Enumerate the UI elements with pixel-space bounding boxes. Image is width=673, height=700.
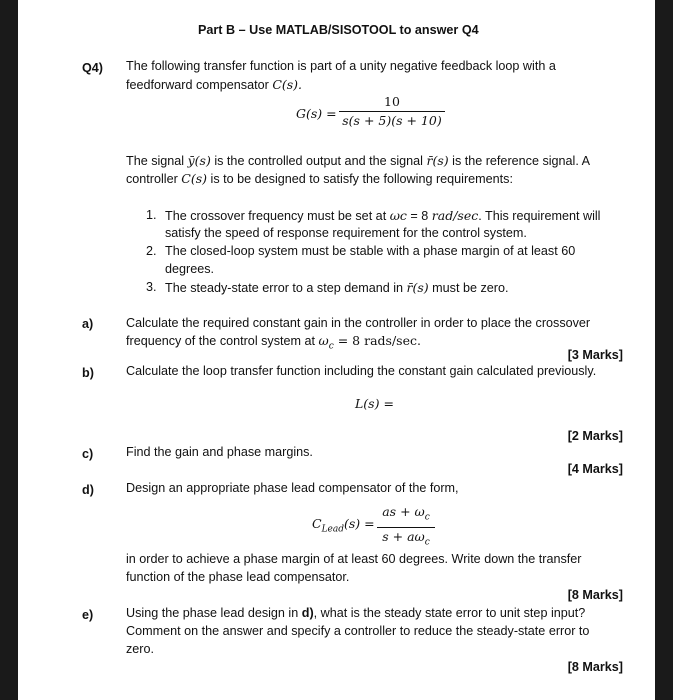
c-lead-denominator: [377, 529, 435, 551]
part-e-line-1: [126, 605, 585, 622]
part-d-marks: [8 Marks]: [567, 588, 623, 602]
signal-y-math: ȳ(s): [187, 153, 211, 168]
part-d-line-3: function of the phase lead compensator.: [126, 570, 350, 584]
c-lead-symbol: C: [312, 516, 322, 531]
part-c-line-1: Find the gain and phase margins.: [126, 445, 313, 459]
fraction-bar: [377, 527, 435, 528]
part-e-label: e): [82, 608, 94, 622]
part-a-line-2: [126, 332, 421, 356]
requirement-1-line-2: satisfy the speed of response requirement for the control system.: [165, 226, 527, 240]
requirement-1-text-c: . This requirement will: [478, 209, 601, 223]
requirement-1-math: ωc: [389, 208, 407, 223]
signal-r-math: r̄(s): [426, 153, 449, 168]
g-formula-fraction: [339, 94, 445, 129]
part-a-marks: [3 Marks]: [567, 348, 623, 362]
requirement-1-text-b: = 8: [406, 209, 432, 223]
signal-line-1-c: is the reference signal. A: [448, 154, 591, 168]
intro-line-2-text: feedforward compensator: [126, 78, 273, 92]
part-e-line-1-b: , what is the steady state error to unit step input?: [313, 606, 586, 620]
fraction-bar: [339, 111, 445, 112]
part-c-label: c): [82, 447, 94, 461]
c-lead-denominator-text: s + aω: [382, 528, 425, 544]
part-d-line-2: in order to achieve a phase margin of at least 60 degrees. Write down the transfer: [126, 552, 582, 566]
c-lead-numerator: [377, 504, 435, 526]
part-d-label: d): [82, 483, 94, 497]
signal-line-2-math: C(s): [181, 171, 208, 186]
intro-line-2-math: C(s).: [272, 77, 303, 92]
g-formula-numerator: 10: [384, 94, 400, 109]
intro-line-1: The following transfer function is part of a unity negative feedback loop with a: [126, 59, 556, 73]
requirement-1-number: 1.: [146, 208, 157, 222]
signal-line-2-b: is to be designed to satisfy the following requirements:: [207, 172, 513, 186]
part-a-line-1: Calculate the required constant gain in the controller in order to place the crossover: [126, 316, 591, 330]
intro-line-2: [126, 76, 302, 94]
part-b-formula: L(s) =: [355, 396, 394, 411]
requirement-3-text-a: The steady-state error to a step demand in: [165, 281, 407, 295]
requirement-3-math: r̄(s): [406, 280, 429, 295]
requirement-1-line-1: [165, 207, 600, 225]
requirement-3-number: 3.: [146, 280, 157, 294]
part-b-line-1: Calculate the loop transfer function including the constant gain calculated previously.: [126, 364, 597, 378]
part-d-line-1: Design an appropriate phase lead compensator of the form,: [126, 481, 459, 495]
c-lead-lhs: [312, 516, 375, 535]
part-a-label: a): [82, 317, 94, 331]
part-a-omega: ω: [318, 333, 329, 348]
part-b-label: b): [82, 366, 94, 380]
part-a-omega-sub: c: [328, 341, 334, 352]
part-e-line-3: zero.: [126, 642, 154, 656]
page-title: Part B – Use MATLAB/SISOTOOL to answer Q4: [198, 23, 479, 37]
signal-line-1-a: The signal: [126, 154, 188, 168]
requirement-1-text-a: The crossover frequency must be set at: [165, 209, 390, 223]
question-number: Q4): [82, 61, 103, 75]
c-lead-tail: (s) =: [344, 516, 375, 531]
requirement-1-unit: rad/sec: [431, 208, 479, 223]
requirement-2-line-2: degrees.: [165, 262, 215, 276]
document-page: [18, 0, 655, 700]
part-a-line-2-value: = 8 rads/sec.: [333, 333, 421, 348]
part-e-line-2: Comment on the answer and specify a controller to reduce the steady-state error to: [126, 624, 590, 638]
signal-line-1-b: is the controlled output and the signal: [210, 154, 427, 168]
part-a-line-2-text: frequency of the control system at: [126, 334, 319, 348]
part-e-line-1-a: Using the phase lead design in: [126, 606, 302, 620]
signal-line-2: [126, 170, 513, 188]
c-lead-fraction: [377, 504, 435, 550]
g-formula-denominator: s(s + 5)(s + 10): [342, 113, 442, 128]
requirement-2-number: 2.: [146, 244, 157, 258]
part-e-line-1-bold: d): [301, 606, 314, 620]
part-c-marks: [4 Marks]: [567, 462, 623, 476]
c-lead-denominator-sub: c: [424, 537, 430, 547]
requirement-3-text-b: must be zero.: [428, 281, 509, 295]
part-b-marks: [2 Marks]: [567, 429, 623, 443]
part-e-marks: [8 Marks]: [567, 660, 623, 674]
signal-line-1: [126, 152, 590, 170]
c-lead-numerator-text: as + ω: [382, 504, 425, 519]
signal-line-2-a: controller: [126, 172, 182, 186]
requirement-3-line-1: [165, 279, 508, 297]
requirement-2-line-1: The closed-loop system must be stable with a phase margin of at least 60: [165, 244, 576, 258]
c-lead-numerator-sub: c: [424, 512, 430, 523]
g-formula-lhs: G(s) =: [296, 106, 337, 121]
c-lead-subscript: Lead: [321, 524, 345, 535]
